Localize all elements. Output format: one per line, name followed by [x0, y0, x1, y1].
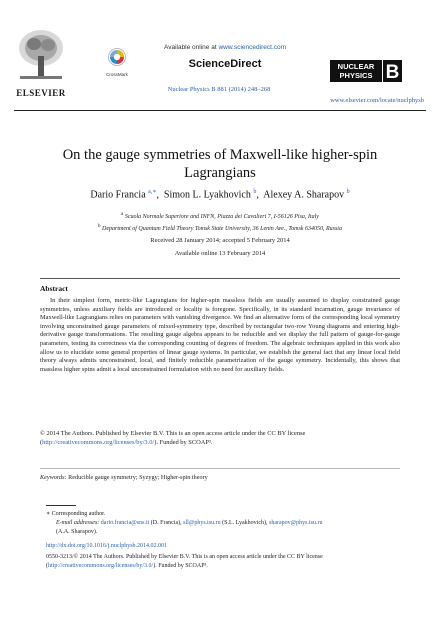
- publisher-logo: [14, 26, 68, 98]
- publisher-name: ELSEVIER: [16, 88, 66, 98]
- email-link[interactable]: sharapov@phys.tsu.ru: [268, 520, 323, 526]
- keywords-divider: [40, 468, 400, 469]
- journal-homepage-link[interactable]: www.elsevier.com/locate/nuclphysb: [330, 97, 424, 104]
- affiliation: [20, 210, 420, 222]
- author-name[interactable]: Alexey A. Sharapov: [263, 189, 345, 201]
- email-tail: (A.A. Sharapov).: [56, 528, 98, 535]
- abstract-text: In their simplest form, metric-like Lagrangians for higher-spin massless fields are usually assumed to display constrained gauge symmetries, unless auxiliary fields are introduced or locality is foregone. Specifically, in its standard incarnation, gauge invariance of Maxwell-like Lagrangians relies on parameters with vanishing divergence. We find an alternative form of the corresponding local symmetry involving unconstrained gauge parameters of mixed-symmetry type, described by rectangular two-row Young diagrams and entering high-derivative gauge transformations. The resulting gauge algebra appears to be reducible and we display the full pattern of gauge-for-gauge parameters, testing its correctness via the corresponding counting of degrees of freedom. The algebraic techniques applied in this work also allow us to elucidate some general properties of linear gauge systems. In particular, we establish the general fact that any linear local field theory always admits unconstrained, local, and finitely reducible parametrization of the gauge symmetry. Incidentally, this shows that massless higher spins admit a local unconstrained formulation with no need for auxiliary fields.: [40, 297, 400, 373]
- affiliation-mark: a: [121, 212, 124, 217]
- author-marks[interactable]: b: [346, 189, 350, 195]
- crossmark-icon: [108, 48, 126, 66]
- author-marks[interactable]: a,∗: [148, 189, 157, 195]
- email-link[interactable]: sll@phys.tsu.ru: [183, 520, 221, 526]
- journal-citation[interactable]: Nuclear Physics B 881 (2014) 248–268: [167, 86, 271, 93]
- issn-license-notice: [46, 553, 426, 570]
- affiliation: [20, 222, 420, 234]
- doi-link[interactable]: http://dx.doi.org/10.1016/j.nuclphysb.2014.02.001: [46, 543, 168, 549]
- copyright-suffix: ). Funded by SCOAP³.: [154, 438, 213, 446]
- crossmark-badge[interactable]: [101, 48, 133, 77]
- journal-logo-line-1: NUCLEAR: [337, 62, 375, 71]
- received-dates: Received 28 January 2014; accepted 5 February 2014: [150, 237, 290, 244]
- abstract-heading: Abstract: [40, 284, 68, 293]
- keywords: [40, 474, 400, 481]
- crossmark-label: CrossMark: [106, 72, 128, 77]
- header-divider: [14, 110, 426, 111]
- abstract-body: [40, 297, 400, 374]
- author-list: Dario Francia $^{a,∗}$, Simon L. Lyakhovich $^b$, Alexey A. Sharapov $^b$: [90, 189, 350, 201]
- email-addresses: [56, 519, 416, 536]
- email-link[interactable]: dario.francia@sns.it: [100, 520, 150, 526]
- footnote-divider: [46, 505, 76, 506]
- sciencedirect-link[interactable]: www.sciencedirect.com: [218, 44, 286, 51]
- author-name[interactable]: Simon L. Lyakhovich: [163, 189, 251, 201]
- affiliation-mark: b: [98, 224, 101, 229]
- email-owner: (D. Francia),: [149, 520, 184, 526]
- keywords-label: Keywords:: [40, 474, 67, 481]
- availability-line: [140, 44, 310, 51]
- email-owner: (S.L. Lyakhovich),: [220, 520, 269, 526]
- license-link[interactable]: http://creativecommons.org/licenses/by/3.0/: [42, 438, 155, 446]
- affiliation-text: Scuola Normale Superiore and INFN, Piazza dei Cavalieri 7, I-56126 Pisa, Italy: [124, 214, 319, 220]
- platform-name: ScienceDirect: [188, 58, 262, 70]
- journal-logo-section: B: [385, 62, 400, 82]
- journal-logo-line-2: PHYSICS: [339, 71, 373, 80]
- affiliation-text: Department of Quantum Field Theory Tomsk State University, 36 Lenin Ave., Tomsk 634050, Russia: [102, 226, 342, 232]
- corresponding-author-note: ∗ Corresponding author.: [46, 511, 106, 517]
- keywords-text: Reducible gauge symmetry; Syzygy; Higher-spin theory: [66, 474, 208, 481]
- affiliations: [20, 210, 420, 234]
- article-title: On the gauge symmetries of Maxwell-like higher-spin Lagrangians: [62, 147, 378, 181]
- author-name[interactable]: Dario Francia: [90, 189, 146, 201]
- license-link[interactable]: http://creativecommons.org/licenses/by/3.0/: [48, 562, 154, 569]
- availability-prefix: Available online at: [163, 44, 219, 51]
- issn-text: 0550-3213/© 2014 The Authors. Published by Elsevier B.V. This is an open access article under the CC BY license (: [46, 554, 323, 569]
- online-date: Available online 13 February 2014: [174, 250, 266, 257]
- issn-suffix: ). Funded by SCOAP³.: [153, 562, 208, 569]
- author-marks[interactable]: b: [253, 189, 257, 195]
- elsevier-tree-icon: [14, 26, 68, 82]
- abstract-divider: [40, 278, 400, 279]
- email-label: E-mail addresses:: [56, 520, 100, 526]
- journal-logo: [330, 60, 402, 82]
- copyright-notice: [40, 430, 400, 447]
- copyright-prefix: © 2014 The Authors. Published by Elsevier B.V. This is an open access article under the CC BY license (: [40, 430, 306, 446]
